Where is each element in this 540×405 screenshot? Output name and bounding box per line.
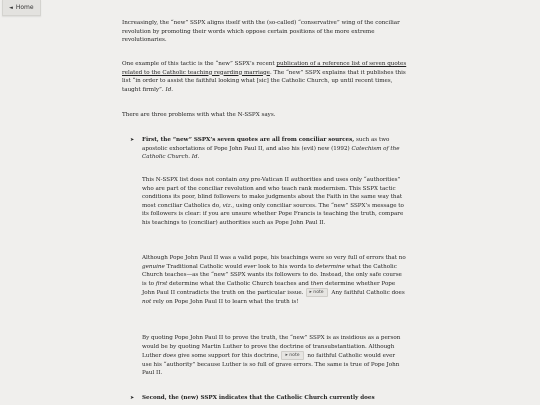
sub-paragraph-valid-pope <box>142 254 406 307</box>
citation: . Id. <box>188 154 200 161</box>
text-span: One example of this tactic is the “new” SSPX’s recent <box>122 61 277 67</box>
list-item-text <box>142 394 404 403</box>
text-span: determine what the Catholic Church teaches and <box>167 280 311 287</box>
emphasis: first <box>155 280 168 287</box>
example-paragraph <box>122 60 408 94</box>
emphasis: ever <box>243 263 257 270</box>
text-span: Any faithful Catholic does <box>329 290 405 297</box>
text-span: determine whether Pope John Paul II contradicts the truth on the particular issue. <box>142 280 396 297</box>
problems-intro: There are three problems with what the N-SSPX says. <box>122 112 276 118</box>
emphasis: genuine <box>142 263 165 270</box>
emphasis: any <box>238 177 249 183</box>
intro-paragraph: Increasingly, the “new” SSPX aligns itself with the (so-called) “conservative” wing of the conciliar revolution by promoting their words which oppose certain positions of the more extreme revolutionaries. <box>122 20 400 44</box>
text-span: Although Pope John Paul II was a valid pope, his teachings were so very full of errors that no <box>142 255 406 261</box>
arrow-bullet-icon: ➤ <box>130 137 135 143</box>
sub-paragraph-luther <box>142 334 406 378</box>
text-span: rely on Pope John Paul II to learn what the truth is! <box>151 298 299 305</box>
arrow-bullet-icon: ➤ <box>130 395 135 401</box>
emphasis: not <box>142 298 152 305</box>
bold-heading: Second, the (new) SSPX indicates that the Catholic Church currently does <box>142 395 375 401</box>
emphasis: determine <box>315 263 345 270</box>
text-span: give some support for this doctrine, <box>176 353 280 360</box>
text-span: This N-SSPX list does not contain <box>142 177 239 183</box>
catechism-title: Catechism of the Catholic Church <box>142 145 400 161</box>
bold-heading: First, the “new” SSPX’s seven quotes are all from conciliar sources, <box>142 137 355 143</box>
emphasis: viz., <box>222 202 235 209</box>
text-span: pre-Vatican II authorities and uses only “authorities” who are part of the conciliar revolution and who teach rank modernism. This SSPX tactic conditions its poor, blind followers to make judgments about the Faith in the same way that most conciliar Catholics do, <box>142 177 403 209</box>
footnote-toggle-button[interactable]: ▸ note <box>281 351 303 360</box>
reference-list-link[interactable]: publication of a reference list of seven quotes related to the Catholic teaching regarding marriage <box>122 61 407 76</box>
footnote-toggle-button[interactable]: ▸ note <box>306 288 328 297</box>
text-span: such as two apostolic exhortations of Pope John Paul II, and also his (evil) new (1992) <box>142 137 390 152</box>
home-button[interactable] <box>2 0 41 16</box>
text-span: what the Catholic Church teaches—as the “new” SSPX wants its followers to do. Instead, the only safe course is to <box>142 263 402 287</box>
list-item-text <box>142 136 404 162</box>
text-span: . The “new” SSPX explains that it publishes this list “in order to assist the faithful looking what [sic] the Catholic Church, up until recent times, taught firmly”. <box>122 69 406 93</box>
text-span: using only conciliar sources. The “new” SSPX’s message to its followers is clear: if you are unsure whether Pope Francis is teaching the truth, compare his teachings to (conciliar) authorities such as Pope John Paul II. <box>142 202 404 226</box>
text-span: look to his words to <box>256 263 316 270</box>
home-label: Home <box>15 4 34 11</box>
text-span: no faithful Catholic would ever use his “authority” because Luther is so full of grave errors. The same is true of Pope John Paul II. <box>142 353 400 377</box>
emphasis: then <box>310 280 324 287</box>
citation: Id. <box>165 86 174 93</box>
text-span: By quoting Pope John Paul II to prove the truth, the “new” SSPX is as insidious as a person would be by quoting Martin Luther to prove the doctrine of transubstantiation. Although Luther <box>142 335 401 360</box>
back-arrow-icon: ◄ <box>9 4 13 11</box>
sub-paragraph-conciliar-list <box>142 176 406 228</box>
emphasis: does <box>162 353 177 360</box>
text-span: Traditional Catholic would <box>164 263 244 270</box>
